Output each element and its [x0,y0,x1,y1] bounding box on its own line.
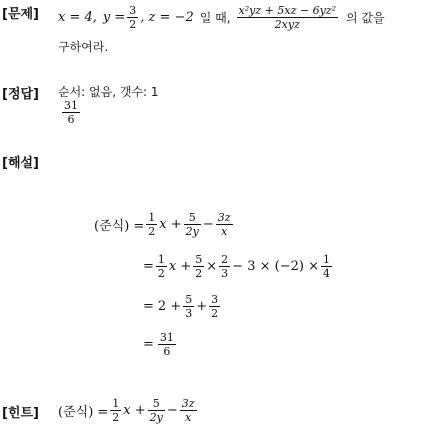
solution-label: [해설] [2,156,39,171]
condition-x: x = 4, [58,9,97,25]
answer-line: 순서: 없음, 갯수: 1 [58,85,159,99]
expression-fraction: $\frac{\text{x²yz + 5xz − 6yz²}}{\text{2xyz}}$ [238,3,337,31]
condition-z: , z = −2 [140,9,194,25]
hint-expression: (준식) = $\frac{1}{2}$ x + $\frac{5}{2y}$ − $\frac{3z}{x}$ [58,396,195,424]
solution-line-4: = $\frac{31}{6}$ [143,330,174,358]
when-text: 일 때, [199,10,231,25]
answer-label: [정답] [2,87,39,102]
answer-fraction: $\frac{31}{6}$ [64,99,78,126]
question-tail: 의 값을 [346,10,385,25]
condition-y-fraction: $\frac{3}{2}$ [129,3,137,31]
problem-statement-line1 [58,0,385,34]
problem-statement-line2: 구하여라. [58,40,109,54]
solution-line-2: = $\frac{1}{2}$ x + $\frac{5}{2}$ × $\frac{2}{3}$ − 3 × (−2) × $\frac{1}{4}$ [143,252,330,280]
problem-label: [문제] [2,7,39,22]
hint-label: [힌트] [2,406,39,421]
solution-line-3: = 2 + $\frac{5}{3}$ + $\frac{3}{2}$ [143,292,219,320]
condition-y-prefix: y = [102,9,126,25]
solution-line-1: (준식) = $\frac{1}{2}$ x + $\frac{5}{2y}$ − $\frac{3z}{x}$ [94,210,231,238]
